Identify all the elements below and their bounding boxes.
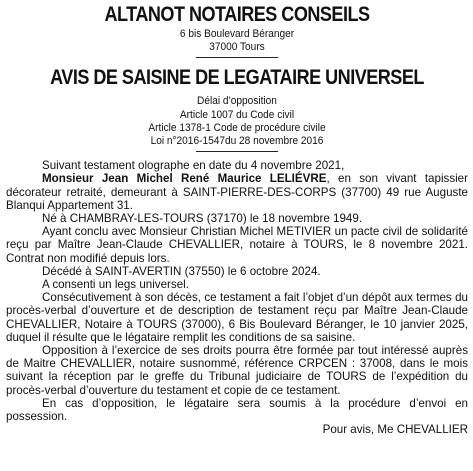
office-address-line2: 37000 Tours	[209, 41, 265, 54]
paragraph-birth: Né à CHAMBRAY-LES-TOURS (37170) le 18 novembre 1949.	[42, 212, 363, 226]
notice-body	[6, 159, 468, 423]
deceased-details: , en son vivant tapissier décorateur retraité, demeurant à SAINT-PIERRE-DES-CORPS (37700) 49 rue Auguste Blanqui Appartement 31.	[6, 172, 468, 212]
legal-ref-civil-code: Article 1007 du Code civil	[179, 108, 295, 121]
legal-ref-law: Loi n°2016-1547du 28 novembre 2016	[150, 135, 324, 148]
divider-rule	[196, 57, 278, 58]
divider-rule	[196, 151, 278, 152]
notice-title: AVIS DE SAISINE DE LEGATAIRE UNIVERSEL	[50, 66, 424, 90]
legal-ref-deadline: Délai d’opposition	[197, 95, 277, 108]
paragraph-legacy: A consenti un legs universel.	[42, 278, 189, 292]
paragraph-testament: Suivant testament olographe en date du 4 novembre 2021,	[42, 159, 345, 173]
paragraph-pacs: Ayant conclu avec Monsieur Christian Michel METIVIER un pacte civil de solidarité reçu par Maître Jean-Claude CHEVALLIER, notaire à TOURS, le 8 novembre 2021. Contrat non modifié depuis lors.	[6, 225, 468, 265]
paragraph-death: Décédé à SAINT-AVERTIN (37550) le 6 octobre 2024.	[42, 264, 321, 278]
paragraph-deposit: Consécutivement à son décès, ce testament a fait l’objet d’un dépôt aux termes du procès-verbal d’ouverture et de description de testament reçu par Maître Jean-Claude CHEVALLIER, Notaire à TOURS (37000), 6 Bis Boulevard Béranger, le 10 janvier 2025, duquel il résulte que le légataire remplit les conditions de sa saisine.	[6, 291, 468, 344]
legal-notice	[6, 2, 468, 436]
office-name: ALTANOT NOTAIRES CONSEILS	[104, 3, 370, 26]
paragraph-possession: En cas d’opposition, le légataire sera soumis à la procédure d’envoi en possession.	[6, 396, 468, 424]
signature: Pour avis, Me CHEVALLIER	[322, 423, 468, 437]
legal-ref-procedure-code: Article 1378-1 Code de procédure civile	[148, 121, 326, 134]
deceased-name: Monsieur Jean Michel René Maurice LELIÉVRE	[42, 172, 327, 186]
office-address-line1: 6 bis Boulevard Béranger	[179, 28, 295, 40]
paragraph-deceased	[6, 172, 468, 212]
paragraph-opposition: Opposition à l’exercice de ses droits pourra être formée par tout intéressé auprès de Maitre CHEVALLIER, notaire susnommé, référence CRPCEN : 37008, dans le mois suivant la réception par le greffe du Tribunal judiciaire de TOURS de l’expédition du procès-verbal d’ouverture du testament et copie de ce testament.	[6, 344, 468, 397]
